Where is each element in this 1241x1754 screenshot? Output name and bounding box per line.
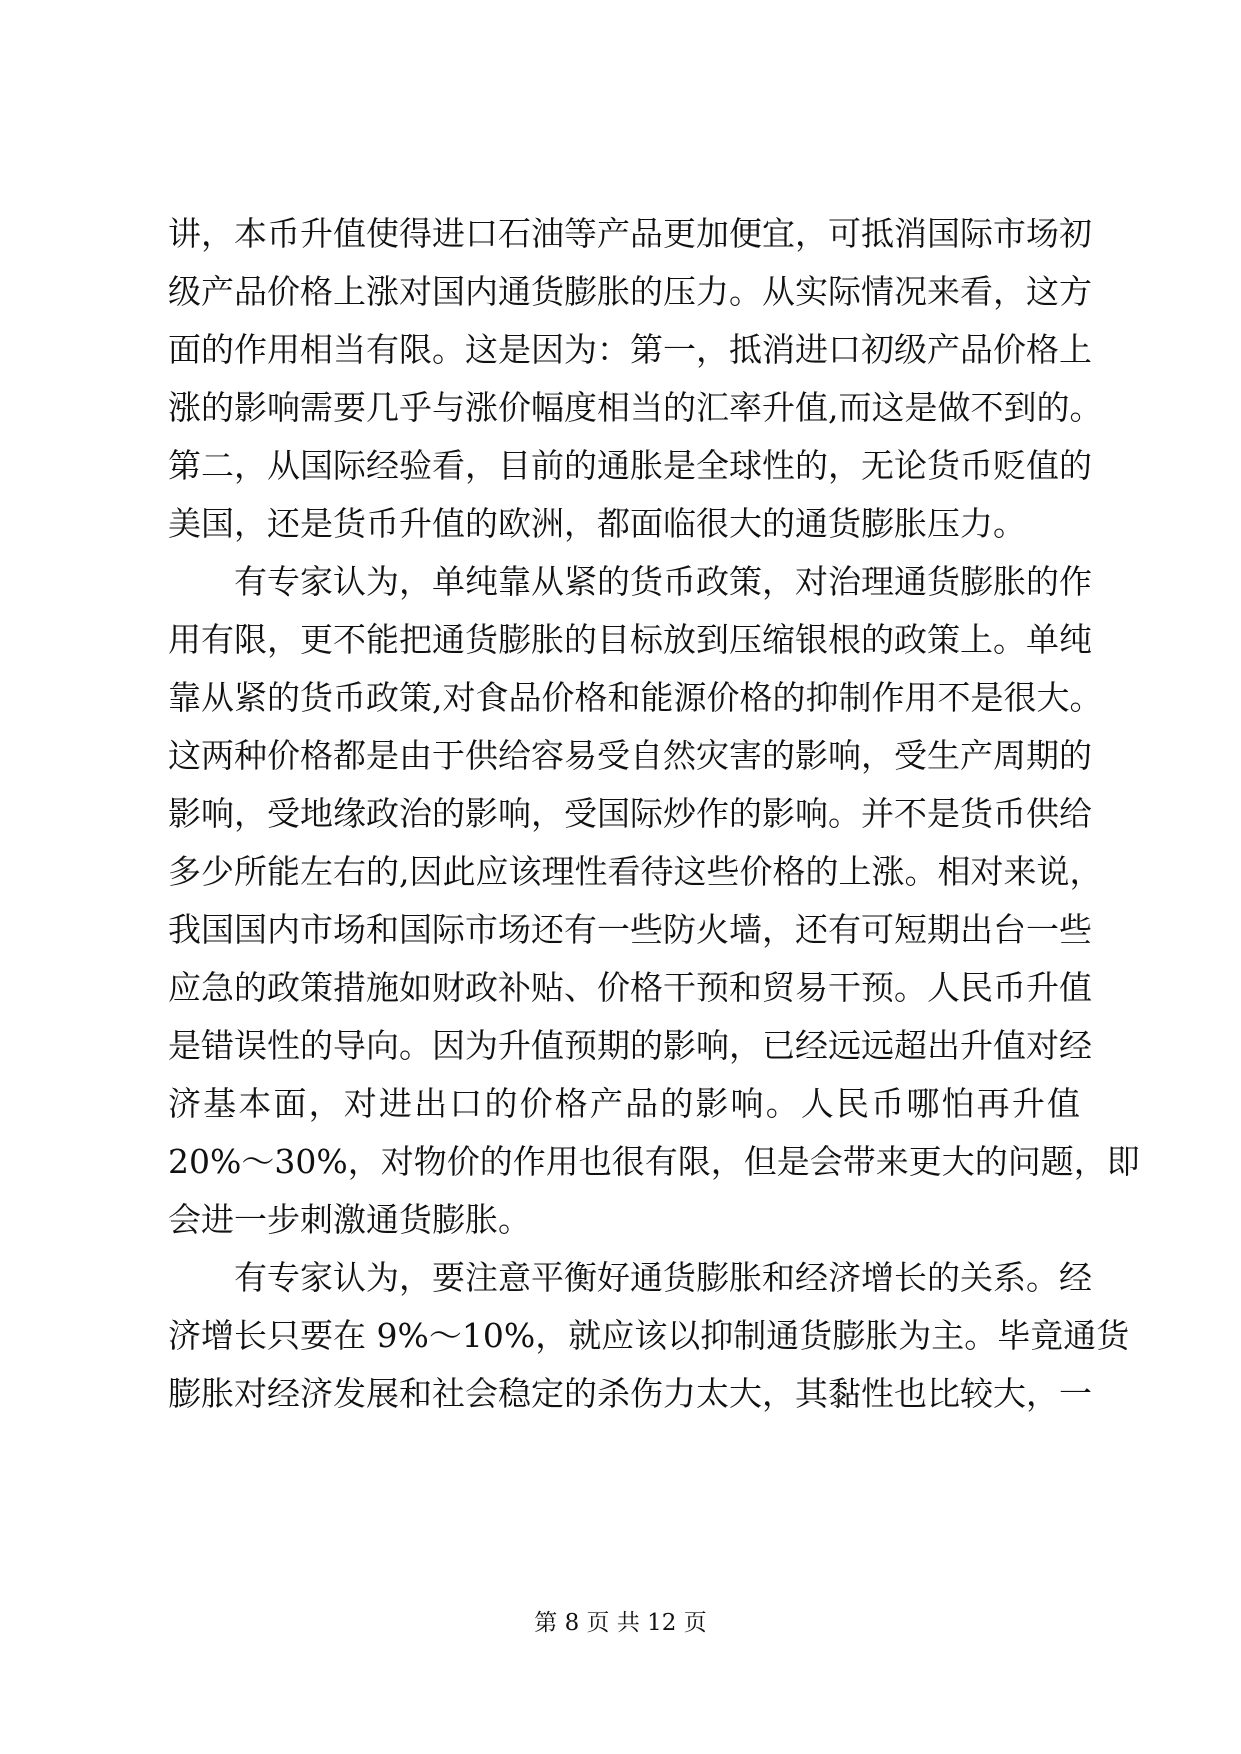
text-line: 美国，还是货币升值的欧洲，都面临很大的通货膨胀压力。 [168, 504, 1026, 543]
text-line: 用有限，更不能把通货膨胀的目标放到压缩银根的政策上。单纯 [168, 620, 1092, 659]
text-line: 靠从紧的货币政策,对食品价格和能源价格的抑制作用不是很大。 [168, 678, 1103, 717]
text-line: 涨的影响需要几乎与涨价幅度相当的汇率升值,而这是做不到的。 [168, 388, 1103, 427]
text-line: 会进一步刺激通货膨胀。 [168, 1200, 531, 1239]
text-line: 讲，本币升值使得进口石油等产品更加便宜，可抵消国际市场初 [168, 214, 1092, 253]
text-line: 是错误性的导向。因为升值预期的影响，已经远远超出升值对经 [168, 1026, 1092, 1065]
text-line: 我国国内市场和国际市场还有一些防火墙，还有可短期出台一些 [168, 910, 1092, 949]
text-line: 应急的政策措施如财政补贴、价格干预和贸易干预。人民币升值 [168, 968, 1092, 1007]
text-line: 济基本面，对进出口的价格产品的影响。人民币哪怕再升值 [168, 1084, 1080, 1123]
text-line: 级产品价格上涨对国内通货膨胀的压力。从实际情况来看，这方 [168, 272, 1092, 311]
text-line: 第二，从国际经验看，目前的通胀是全球性的，无论货币贬值的 [168, 446, 1092, 485]
text-line: 有专家认为，单纯靠从紧的货币政策，对治理通货膨胀的作 [234, 562, 1092, 601]
text-line: 影响，受地缘政治的影响，受国际炒作的影响。并不是货币供给 [168, 794, 1092, 833]
text-line: 膨胀对经济发展和社会稳定的杀伤力太大，其黏性也比较大，一 [168, 1374, 1092, 1413]
text-line: 这两种价格都是由于供给容易受自然灾害的影响，受生产周期的 [168, 736, 1092, 775]
text-line: 多少所能左右的,因此应该理性看待这些价格的上涨。相对来说， [168, 852, 1103, 891]
text-line: 面的作用相当有限。这是因为：第一，抵消进口初级产品价格上 [168, 330, 1092, 369]
text-line: 济增长只要在 9%～10%，就应该以抑制通货膨胀为主。毕竟通货 [168, 1316, 1130, 1355]
text-line: 20%～30%，对物价的作用也很有限，但是会带来更大的问题，即 [168, 1142, 1140, 1181]
page-number-footer: 第 8 页 共 12 页 [534, 1610, 707, 1636]
text-line: 有专家认为，要注意平衡好通货膨胀和经济增长的关系。经 [234, 1258, 1092, 1297]
